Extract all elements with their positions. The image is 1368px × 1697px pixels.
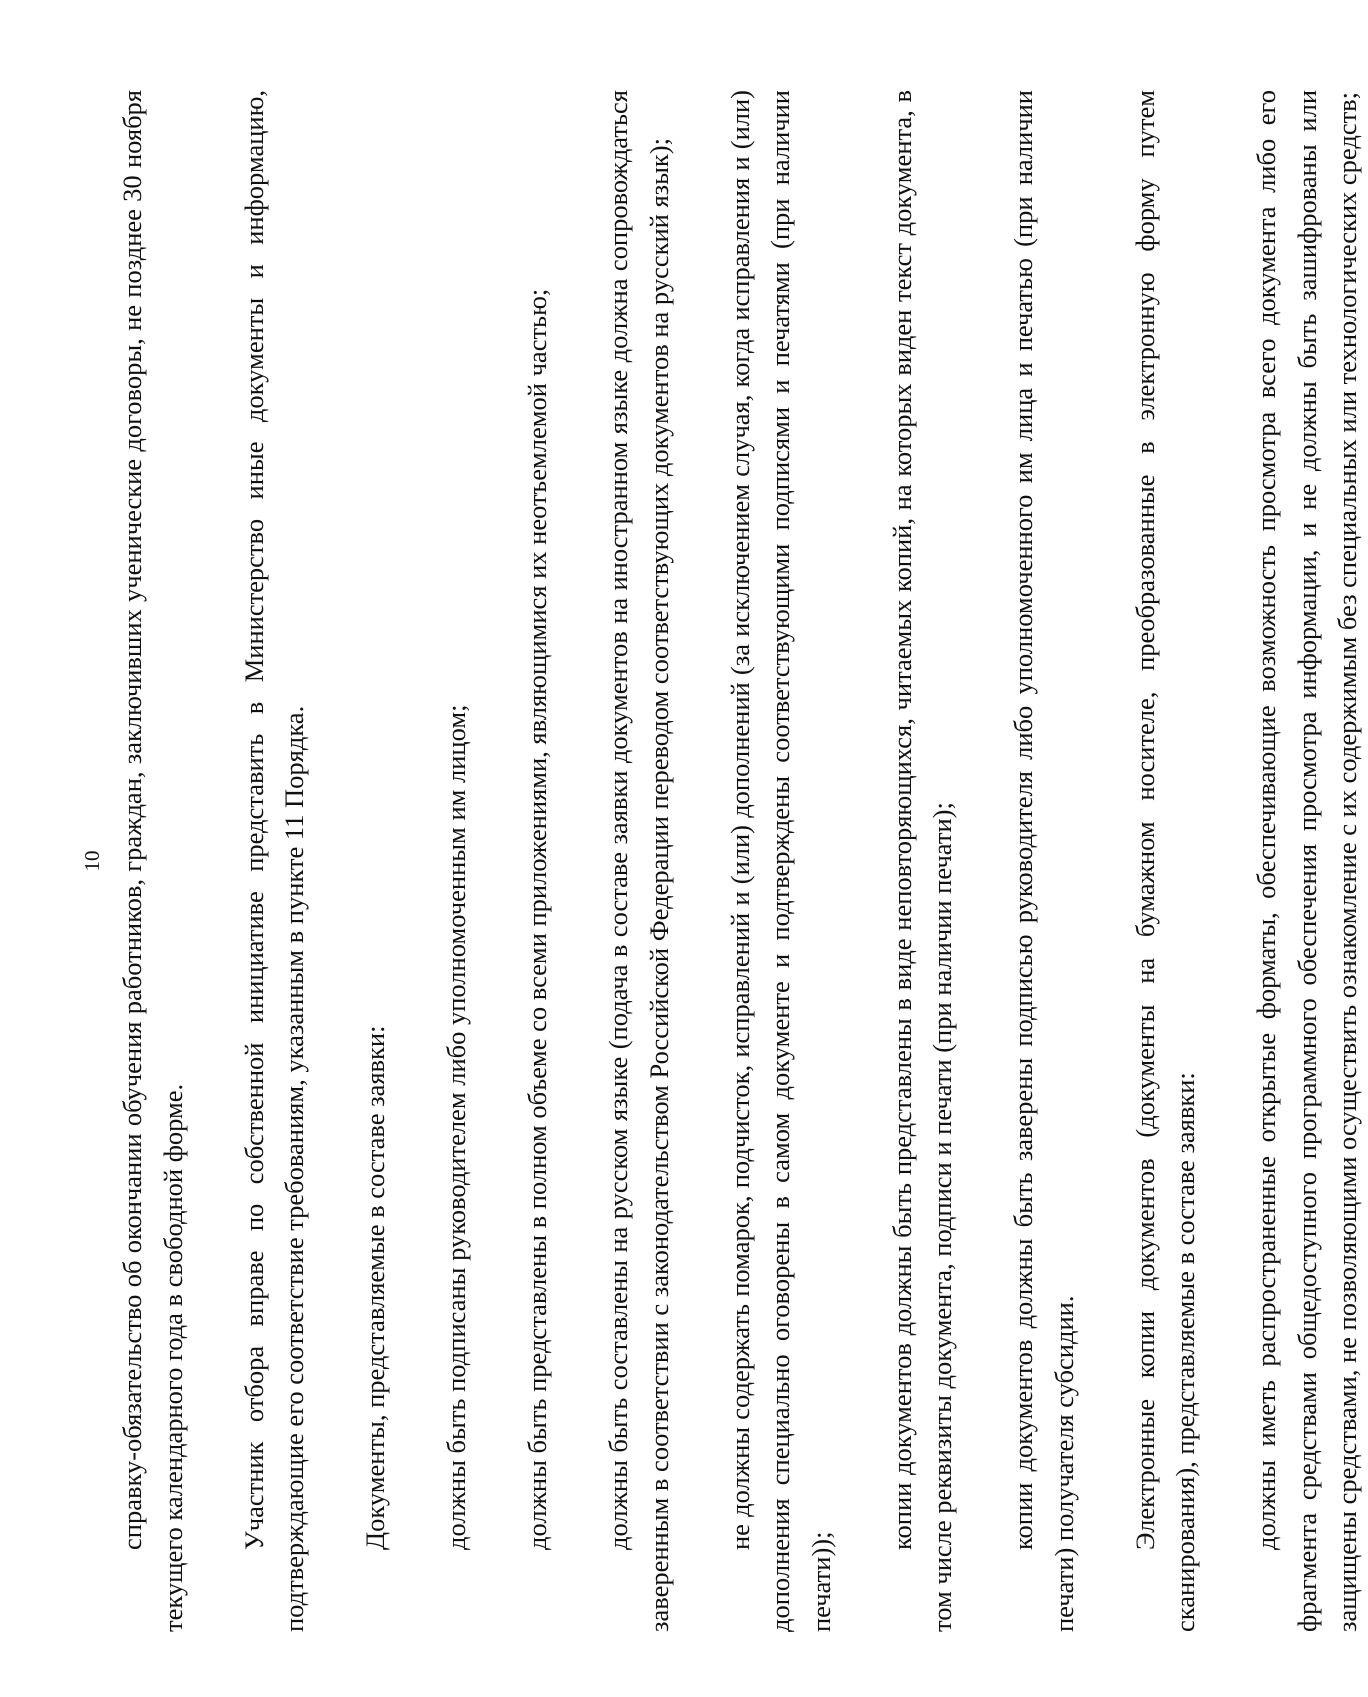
rotated-content <box>78 90 1362 1632</box>
paragraph-signed-requirement: должны быть подписаны руководителем либо уполномоченным им лицом; <box>441 704 471 1550</box>
paragraph-readable-copies-requirement: копии документов должны быть представлены в виде неповторяющихся, читаемых копий, на которых виден текст документа, в том числе реквизиты документа, подписи и печати (при наличии печати); <box>886 90 957 1632</box>
paragraph-participant-right: Участник отбора вправе по собственной инициативе представить в Министерство иные документы и информацию, подтверждающие его соответствие требованиям, указанным в пункте 11 Порядка. <box>238 90 309 1632</box>
body-text <box>112 90 1368 1632</box>
paragraph-certificate-obligation: справку-обязательство об окончании обучения работников, граждан, заключивших ученические договоры, не позднее 30 ноября текущего календарного года в свободной форме. <box>117 90 188 1632</box>
paragraph-electronic-copies-heading: Электронные копии документов (документы на бумажном носителе, преобразованные в электронную форму путем сканирования), представляемые в составе заявки: <box>1129 90 1200 1632</box>
paragraph-russian-language-requirement: должны быть составлены на русском языке (подача в составе заявки документов на иностранном языке должна сопровождаться заверенным в соответствии с законодательством Российской Федерации переводом соответствующих документов на русский язык); <box>603 90 674 1632</box>
paragraph-certified-copies-requirement: копии документов должны быть заверены подписью руководителя либо уполномоченного им лица и печатью (при наличии печати) получателя субсидии. <box>1008 90 1079 1632</box>
page-number: 10 <box>80 850 104 872</box>
paragraph-open-formats-requirement: должны иметь распространенные открытые форматы, обеспечивающие возможность просмотра всего документа либо его фрагмента средствами общедоступного программного обеспечения просмотра информации, и не должны быть зашифрованы или защищены средствами, не позволяющими осуществить ознакомление с их содержимым без специальных или технологических средств; <box>1251 90 1362 1632</box>
paragraph-documents-heading: Документы, представляемые в составе заявки: <box>360 1025 390 1550</box>
paragraph-full-volume-requirement: должны быть представлены в полном объеме со всеми приложениями, являющимися их неотъемлемой частью; <box>522 288 552 1550</box>
paragraph-no-corrections-requirement: не должны содержать помарок, подчисток, исправлений и (или) дополнений (за исключением случая, когда исправления и (или) дополнения специально оговорены в самом документе и подтверждены соответствующими подписями и печатями (при наличии печати)); <box>724 90 836 1632</box>
